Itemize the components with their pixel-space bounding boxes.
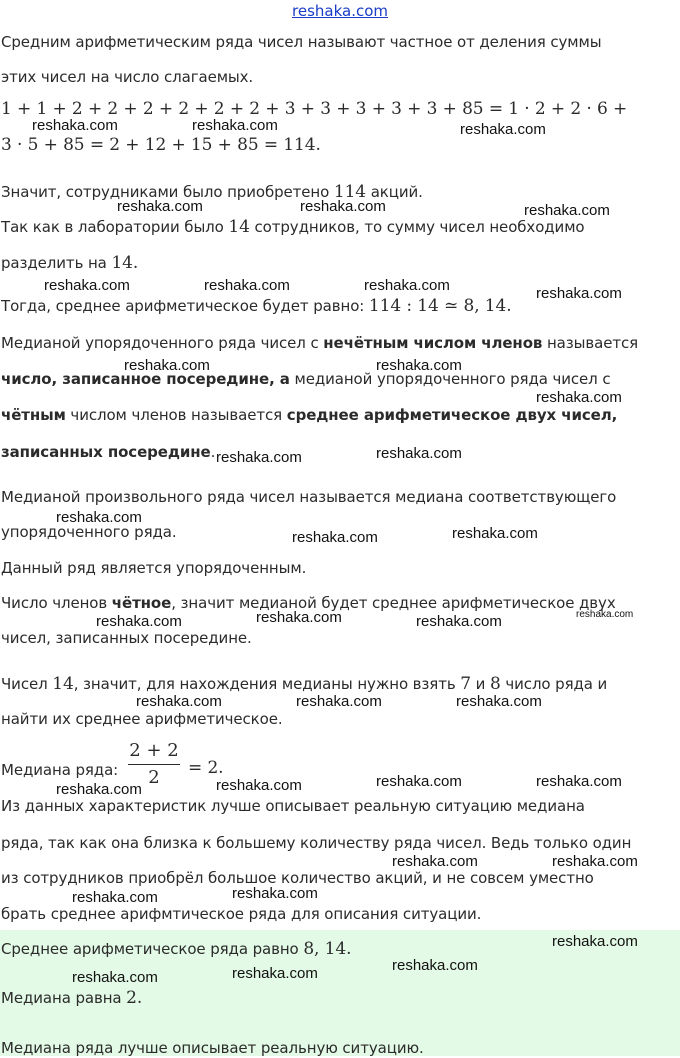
text-line: Так как в лаборатории было 14 сотрудников, то сумму чисел необходимо — [1, 217, 585, 237]
text-line: упорядоченного ряда. — [1, 523, 177, 541]
watermark: reshaka.com — [524, 202, 610, 219]
watermark: reshaka.com — [292, 529, 378, 546]
answer-line: Среднее арифметическое ряда равно 8, 14. — [1, 939, 352, 959]
watermark: reshaka.com — [300, 198, 386, 215]
watermark: reshaka.com — [232, 965, 318, 982]
formula-line: 1 + 1 + 2 + 2 + 2 + 2 + 2 + 2 + 3 + 3 + 3 + 3 + 3 + 85 = 1 · 2 + 2 · 6 + — [1, 99, 628, 119]
watermark: reshaka.com — [576, 609, 634, 620]
watermark: reshaka.com — [536, 389, 622, 406]
watermark: reshaka.com — [376, 357, 462, 374]
watermark: reshaka.com — [452, 525, 538, 542]
watermark: reshaka.com — [136, 693, 222, 710]
watermark: reshaka.com — [536, 773, 622, 790]
text-line: ряда, так как она близка к большему количеству ряда чисел. Ведь только один — [1, 834, 632, 852]
text-line: Средним арифметическим ряда чисел называют частное от деления суммы — [1, 33, 602, 51]
answer-line: Медиана равна 2. — [1, 988, 143, 1008]
watermark: reshaka.com — [72, 969, 158, 986]
text-line: Из данных характеристик лучше описывает реальную ситуацию медиана — [1, 797, 585, 815]
text-line: Медианой упорядоченного ряда чисел с нечётным числом членов называется — [1, 334, 639, 352]
text-line: Число членов чётное, значит медианой будет среднее арифметическое двух — [1, 594, 616, 612]
watermark: reshaka.com — [192, 117, 278, 134]
text-line: найти их среднее арифметическое. — [1, 710, 283, 728]
fraction-bar — [128, 764, 180, 765]
text-line: Тогда, среднее арифметическое будет равно: 114 : 14 ≃ 8, 14. — [1, 296, 512, 316]
watermark: reshaka.com — [44, 277, 130, 294]
watermark: reshaka.com — [256, 609, 342, 626]
text-line: разделить на 14. — [1, 253, 139, 273]
watermark: reshaka.com — [376, 773, 462, 790]
text-line: Значит, сотрудниками было приобретено 114 акций. — [1, 182, 423, 202]
fraction-numerator: 2 + 2 — [129, 740, 179, 761]
text-line: записанных посередине. — [1, 443, 216, 461]
text-line: число, записанное посередине, а медианой упорядоченного ряда чисел с — [1, 370, 611, 388]
text-line: чисел, записанных посередине. — [1, 629, 252, 647]
text-line: этих чисел на число слагаемых. — [1, 68, 254, 86]
watermark: reshaka.com — [536, 285, 622, 302]
watermark: reshaka.com — [56, 781, 142, 798]
text-line: чётным числом членов называется среднее арифметическое двух чисел, — [1, 406, 618, 424]
watermark: reshaka.com — [416, 613, 502, 630]
watermark: reshaka.com — [96, 613, 182, 630]
watermark: reshaka.com — [392, 957, 478, 974]
text-line: Чисел 14, значит, для нахождения медианы нужно взять 7 и 8 число ряда и — [1, 674, 608, 694]
text-line: брать среднее арифмтическое ряда для описания ситуации. — [1, 905, 482, 923]
watermark: reshaka.com — [117, 198, 203, 215]
watermark: reshaka.com — [56, 509, 142, 526]
watermark: reshaka.com — [364, 277, 450, 294]
watermark: reshaka.com — [296, 693, 382, 710]
watermark: reshaka.com — [204, 277, 290, 294]
watermark: reshaka.com — [456, 693, 542, 710]
watermark: reshaka.com — [232, 885, 318, 902]
watermark: reshaka.com — [216, 777, 302, 794]
answer-line: Медиана ряда лучше описывает реальную ситуацию. — [1, 1039, 424, 1057]
text-line: Медиана ряда: — [1, 761, 119, 779]
text-line: Данный ряд является упорядоченным. — [1, 559, 307, 577]
watermark: reshaka.com — [460, 121, 546, 138]
formula-line: 3 · 5 + 85 = 2 + 12 + 15 + 85 = 114. — [1, 135, 321, 155]
watermark: reshaka.com — [552, 853, 638, 870]
site-header — [0, 2, 680, 20]
text-line: Медианой произвольного ряда чисел называется медиана соответствующего — [1, 488, 617, 506]
watermark: reshaka.com — [216, 449, 302, 466]
text-line: из сотрудников приобрёл большое количество акций, и не совсем уместно — [1, 869, 594, 887]
site-link[interactable]: reshaka.com — [292, 2, 388, 20]
formula-result: = 2. — [188, 758, 224, 778]
watermark: reshaka.com — [32, 117, 118, 134]
fraction-denominator: 2 — [148, 767, 160, 788]
watermark: reshaka.com — [392, 853, 478, 870]
watermark: reshaka.com — [376, 445, 462, 462]
watermark: reshaka.com — [72, 889, 158, 906]
watermark: reshaka.com — [552, 933, 638, 950]
watermark: reshaka.com — [124, 357, 210, 374]
